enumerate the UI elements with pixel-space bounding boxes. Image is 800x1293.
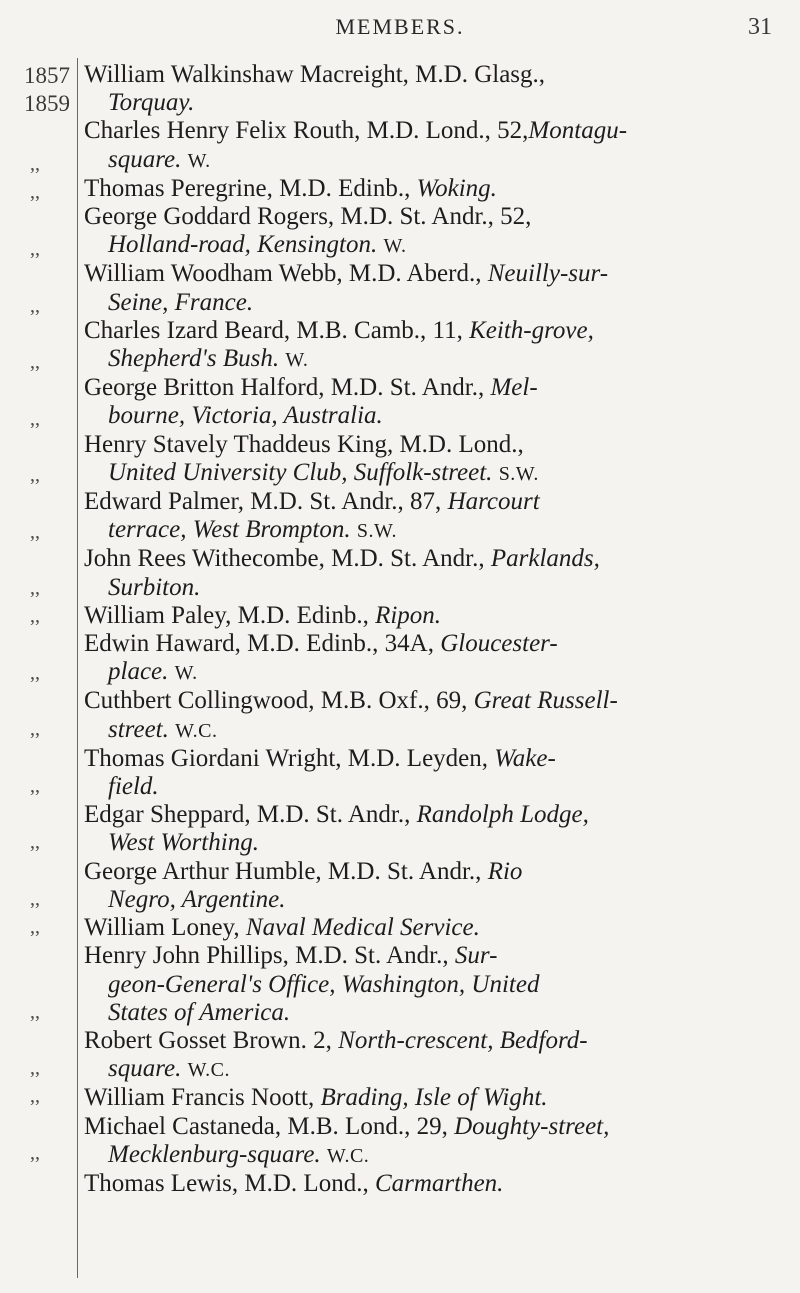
member-line: square. W. [108, 145, 211, 173]
list-item [84, 203, 790, 260]
ditto-mark: ,, [30, 153, 40, 175]
list-item [84, 914, 790, 942]
member-line: States of America. [108, 998, 291, 1026]
ditto-mark: ,, [30, 1057, 40, 1079]
member-name: Michael Castaneda, M.B. Lond., 29, [84, 1112, 448, 1140]
postal-district: S.W. [356, 520, 397, 543]
member-address: Brading, Isle of Wight. [320, 1084, 548, 1112]
member-address: Torquay. [108, 89, 195, 117]
member-line: field. [108, 773, 159, 801]
member-line: John Rees Withecombe, M.D. St. Andr., Parklands, [84, 545, 600, 573]
member-line: Seine, France. [108, 288, 254, 316]
page-title: MEMBERS. [335, 14, 465, 39]
page-number: 31 [748, 14, 772, 40]
member-address: Holland-road, Kensington. [108, 231, 378, 259]
member-name: Cuthbert Collingwood, M.B. Oxf., 69, [84, 687, 468, 715]
ditto-mark: ,, [30, 1085, 40, 1107]
member-address: United University Club, Suffolk-street. [108, 458, 493, 486]
member-line: West Worthing. [108, 829, 259, 857]
member-line: William Woodham Webb, M.D. Aberd., Neuilly-sur- [84, 260, 609, 288]
list-item [84, 858, 790, 914]
list-item [84, 317, 790, 374]
member-line: street. W.C. [108, 715, 218, 743]
member-line: terrace, West Brompton. S.W. [108, 516, 397, 544]
member-line: Cuthbert Collingwood, M.B. Oxf., 69, Great Russell- [84, 687, 618, 715]
list-item [84, 1084, 790, 1112]
list-item [84, 745, 790, 801]
ditto-mark: ,, [30, 662, 40, 684]
member-name: Henry Stavely Thaddeus King, M.D. Lond., [84, 430, 524, 458]
ditto-mark: ,, [30, 1142, 40, 1164]
member-name: Charles Izard Beard, M.B. Camb., 11, [84, 316, 463, 344]
postal-district: W.C. [326, 1144, 370, 1167]
member-line: square. W.C. [108, 1055, 231, 1083]
member-line: Michael Castaneda, M.B. Lond., 29, Doughty-street, [84, 1112, 610, 1140]
member-name: Thomas Giordani Wright, M.D. Leyden, [84, 744, 489, 772]
list-item [84, 1113, 790, 1170]
ditto-mark: ,, [30, 605, 40, 627]
member-line: Surbiton. [108, 573, 201, 601]
member-line [84, 1170, 790, 1198]
ditto-mark: ,, [30, 351, 40, 373]
ditto-mark: ,, [30, 775, 40, 797]
list-item [84, 942, 790, 1027]
list-item [84, 687, 790, 744]
member-name: Thomas Peregrine, M.D. Edinb., [84, 174, 411, 202]
ditto-mark: ,, [30, 408, 40, 430]
member-name: George Arthur Humble, M.D. St. Andr., [84, 857, 482, 885]
member-line: Charles Henry Felix Routh, M.D. Lond., 52,Montagu- [84, 117, 628, 145]
member-name: George Britton Halford, M.D. St. Andr., [84, 374, 485, 402]
list-item [84, 488, 790, 545]
member-name: Thomas Lewis, M.D. Lond., [84, 1169, 369, 1197]
member-line [84, 914, 790, 942]
member-line [84, 459, 790, 488]
member-line: Thomas Giordani Wright, M.D. Leyden, Wake- [84, 744, 556, 772]
member-name: William Paley, M.D. Edinb., [84, 601, 369, 629]
year-column [0, 0, 76, 1293]
postal-district: W. [174, 662, 198, 685]
list-item [84, 374, 790, 430]
member-line [84, 1084, 790, 1112]
list-item [84, 431, 790, 488]
list-item [84, 61, 790, 117]
list-item [84, 545, 790, 601]
member-name: William Woodham Webb, M.D. Aberd., [84, 260, 482, 288]
ditto-mark: ,, [30, 718, 40, 740]
list-item [84, 1170, 790, 1198]
member-address: Woking. [416, 174, 497, 202]
postal-district: W. [383, 235, 407, 258]
member-line: Edwin Haward, M.D. Edinb., 34A, Gloucester- [84, 630, 558, 658]
postal-district: W. [187, 149, 211, 172]
postal-district: W. [285, 349, 309, 372]
member-line: Robert Gosset Brown. 2, North-crescent, Bedford- [84, 1026, 588, 1054]
member-line: Shepherd's Bush. W. [108, 345, 309, 373]
ditto-mark: ,, [30, 577, 40, 599]
list-item [84, 175, 790, 203]
postal-district: W.C. [187, 1059, 231, 1082]
member-line: Henry John Phillips, M.D. St. Andr., Sur- [84, 942, 498, 970]
member-address: Naval Medical Service. [245, 914, 480, 942]
member-line: Edward Palmer, M.D. St. Andr., 87, Harcourt [84, 488, 540, 516]
list-item [84, 260, 790, 316]
member-line: Negro, Argentine. [108, 885, 286, 913]
ditto-mark: ,, [30, 916, 40, 938]
member-line [84, 602, 790, 630]
member-name: Edward Palmer, M.D. St. Andr., 87, [84, 488, 442, 516]
member-line [84, 175, 790, 203]
member-address: Ripon. [375, 601, 442, 629]
member-name: Henry John Phillips, M.D. St. Andr., [84, 942, 449, 970]
member-address: Carmarthen. [374, 1169, 504, 1197]
member-line: Edgar Sheppard, M.D. St. Andr., Randolph Lodge, [84, 801, 589, 829]
running-head [0, 14, 800, 44]
ditto-mark: ,, [30, 521, 40, 543]
member-name: John Rees Withecombe, M.D. St. Andr., [84, 545, 485, 573]
member-line [84, 231, 790, 260]
member-name: George Goddard Rogers, M.D. St. Andr., 52, [84, 203, 532, 231]
member-line: George Britton Halford, M.D. St. Andr., Mel- [84, 374, 538, 402]
ditto-mark: ,, [30, 888, 40, 910]
member-name: William Francis Noott, [84, 1084, 315, 1112]
member-list [84, 61, 790, 1198]
postal-district: W.C. [175, 719, 218, 742]
postal-district: S.W. [498, 462, 539, 485]
ditto-mark: ,, [30, 464, 40, 486]
member-line: place. W. [108, 658, 198, 686]
ditto-mark: ,, [30, 238, 40, 260]
list-item [84, 602, 790, 630]
ditto-mark: ,, [30, 1001, 40, 1023]
member-name: Robert Gosset Brown. 2, [84, 1026, 332, 1054]
list-item [84, 117, 790, 174]
ditto-mark: ,, [30, 181, 40, 203]
list-item [84, 801, 790, 857]
member-name: Charles Henry Felix Routh, M.D. Lond., 52, [84, 117, 529, 145]
member-name: Edgar Sheppard, M.D. St. Andr., [84, 801, 411, 829]
member-name: William Loney, [84, 914, 240, 942]
member-name: Edwin Haward, M.D. Edinb., 34A, [84, 630, 434, 658]
member-name: William Walkinshaw Macreight, M.D. Glasg., [84, 61, 546, 88]
column-rule [77, 58, 78, 1278]
ditto-mark: ,, [30, 831, 40, 853]
member-line: George Arthur Humble, M.D. St. Andr., Rio [84, 857, 523, 885]
member-line: bourne, Victoria, Australia. [108, 402, 383, 430]
member-line: geon-General's Office, Washington, United [108, 970, 540, 998]
member-line: Mecklenburg-square. W.C. [108, 1140, 370, 1168]
year-1859: 1859 [24, 91, 70, 116]
member-line: Charles Izard Beard, M.B. Camb., 11, Keith-grove, [84, 316, 594, 344]
list-item [84, 1027, 790, 1084]
year-1857: 1857 [24, 63, 70, 88]
ditto-mark: ,, [30, 295, 40, 317]
list-item [84, 630, 790, 687]
